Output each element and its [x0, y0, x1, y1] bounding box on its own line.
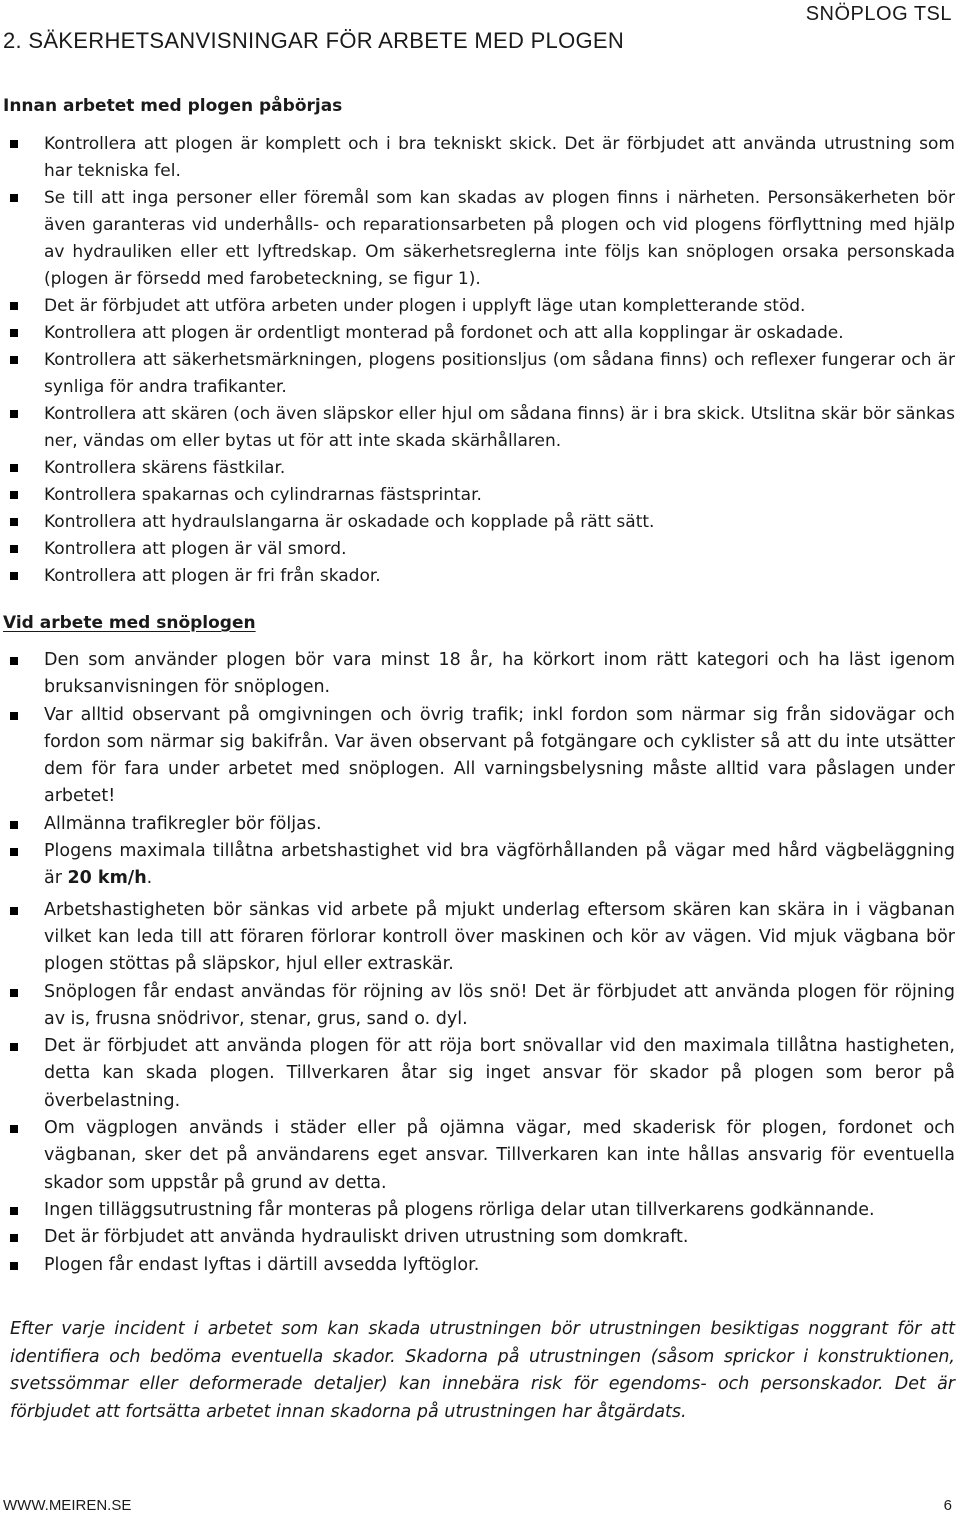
square-bullet-icon [10, 302, 18, 310]
list-item: Kontrollera att plogen är väl smord. [0, 536, 955, 563]
square-bullet-icon [10, 1207, 18, 1215]
list-item-max-speed: Plogens maximala tillåtna arbetshastighet vid bra vägförhållanden på vägar med hård vägbeläggning är 20 km/h. [0, 838, 955, 893]
square-bullet-icon [10, 848, 18, 856]
square-bullet-icon [10, 329, 18, 337]
chapter-title: 2. SÄKERHETSANVISNINGAR FÖR ARBETE MED PLOGEN [3, 28, 625, 53]
list-item: Plogen får endast lyftas i därtill avsedda lyftöglor. [0, 1252, 955, 1279]
list-item: Kontrollera skärens fästkilar. [0, 455, 955, 482]
square-bullet-icon [10, 1234, 18, 1242]
list-item: Snöplogen får endast användas för röjning av lös snö! Det är förbjudet att använda plogen för röjning av is, frusna snödrivor, stenar, grus, sand o. dyl. [0, 979, 955, 1034]
square-bullet-icon [10, 356, 18, 364]
list-item: Kontrollera att säkerhetsmärkningen, plogens positionsljus (om sådana finns) och reflexer fungerar och är synliga för andra trafikanter. [0, 347, 955, 401]
list-item: Se till att inga personer eller föremål som kan skadas av plogen finns i närheten. Personsäkerheten bör även garanteras vid underhålls- och reparationsarbeten på plogen och vid plogens förflyttning med hjälp av hydrauliken eller ett lyftredskap. Om säkerhetsreglerna inte följs kan snöplogen orsaka personskada (plogen är försedd med farobeteckning, se figur 1). [0, 185, 955, 293]
square-bullet-icon [10, 821, 18, 829]
section-heading-during-work: Vid arbete med snöplogen [3, 613, 256, 633]
product-name: SNÖPLOG TSL [805, 3, 952, 25]
square-bullet-icon [10, 657, 18, 665]
square-bullet-icon [10, 989, 18, 997]
list-item: Kontrollera att skären (och även släpskor eller hjul om sådana finns) är i bra skick. Utslitna skär bör sänkas ner, vändas om eller bytas ut för att inte skada skärhållaren. [0, 401, 955, 455]
square-bullet-icon [10, 194, 18, 202]
list-item: Kontrollera spakarnas och cylindrarnas fästsprintar. [0, 482, 955, 509]
square-bullet-icon [10, 140, 18, 148]
list-item: Kontrollera att plogen är ordentligt monterad på fordonet och att alla kopplingar är oskadade. [0, 320, 955, 347]
list-item: Det är förbjudet att använda plogen för att röja bort snövallar vid den maximala tillåtna hastigheten, detta kan skada plogen. Tillverkaren åtar sig inget ansvar för skador på plogen som beror på överbelastning. [0, 1033, 955, 1115]
list-item: Om vägplogen används i städer eller på ojämna vägar, med skaderisk för plogen, fordonet och vägbanan, sker det på användarens eget ansvar. Tillverkaren kan inte hållas ansvarig för eventuella skador som uppstår på grund av detta. [0, 1115, 955, 1197]
list-item: Kontrollera att hydraulslangarna är oskadade och kopplade på rätt sätt. [0, 509, 955, 536]
square-bullet-icon [10, 1043, 18, 1051]
square-bullet-icon [10, 464, 18, 472]
footer-website: WWW.MEIREN.SE [3, 1497, 132, 1514]
square-bullet-icon [10, 545, 18, 553]
list-item: Den som använder plogen bör vara minst 18 år, ha körkort inom rätt kategori och ha läst igenom bruksanvisningen för snöplogen. [0, 647, 955, 702]
square-bullet-icon [10, 572, 18, 580]
square-bullet-icon [10, 907, 18, 915]
list-item: Ingen tilläggsutrustning får monteras på plogens rörliga delar utan tillverkarens godkännande. [0, 1197, 955, 1224]
list-item: Arbetshastigheten bör sänkas vid arbete på mjukt underlag eftersom skären kan skära in i vägbanan vilket kan leda till att föraren förlorar kontroll över maskinen och kör av vägen. Vid mjuk vägbana bör plogen stöttas på släpskor, hjul eller extraskär. [0, 897, 955, 979]
max-speed-value: 20 km/h [67, 868, 147, 889]
checklist-before-work [0, 131, 955, 590]
list-item: Kontrollera att plogen är komplett och i bra tekniskt skick. Det är förbjudet att använda utrustning som har tekniska fel. [0, 131, 955, 185]
square-bullet-icon [10, 712, 18, 720]
list-item: Var alltid observant på omgivningen och övrig trafik; inkl fordon som närmar sig från sidovägar och fordon som närmar sig bakifrån. Var även observant på fotgängare och cyklister så att du inte utsätter dem för fara under arbetet med snöplogen. All varningsbelysning måste alltid vara påslagen under arbetet! [0, 702, 955, 811]
list-item: Kontrollera att plogen är fri från skador. [0, 563, 955, 590]
square-bullet-icon [10, 491, 18, 499]
list-item: Det är förbjudet att använda hydrauliskt driven utrustning som domkraft. [0, 1224, 955, 1251]
square-bullet-icon [10, 518, 18, 526]
checklist-during-work [0, 647, 955, 1279]
square-bullet-icon [10, 1125, 18, 1133]
page-number: 6 [943, 1497, 952, 1514]
section-heading-before-work: Innan arbetet med plogen påbörjas [3, 96, 343, 116]
square-bullet-icon [10, 1262, 18, 1270]
list-item: Det är förbjudet att utföra arbeten under plogen i upplyft läge utan kompletterande stöd. [0, 293, 955, 320]
square-bullet-icon [10, 410, 18, 418]
inspection-note: Efter varje incident i arbetet som kan skada utrustningen bör utrustningen besiktigas noggrant för att identifiera och bedöma eventuella skador. Skadorna på utrustningen (såsom sprickor i konstruktionen, svetssömmar eller deformerade detaljer) kan innebära risk för egendoms- och personskador. Det är förbjudet att fortsätta arbetet innan skadorna på utrustningen har åtgärdats. [10, 1319, 955, 1422]
list-item: Allmänna trafikregler bör följas. [0, 811, 955, 838]
page-header [0, 3, 960, 58]
